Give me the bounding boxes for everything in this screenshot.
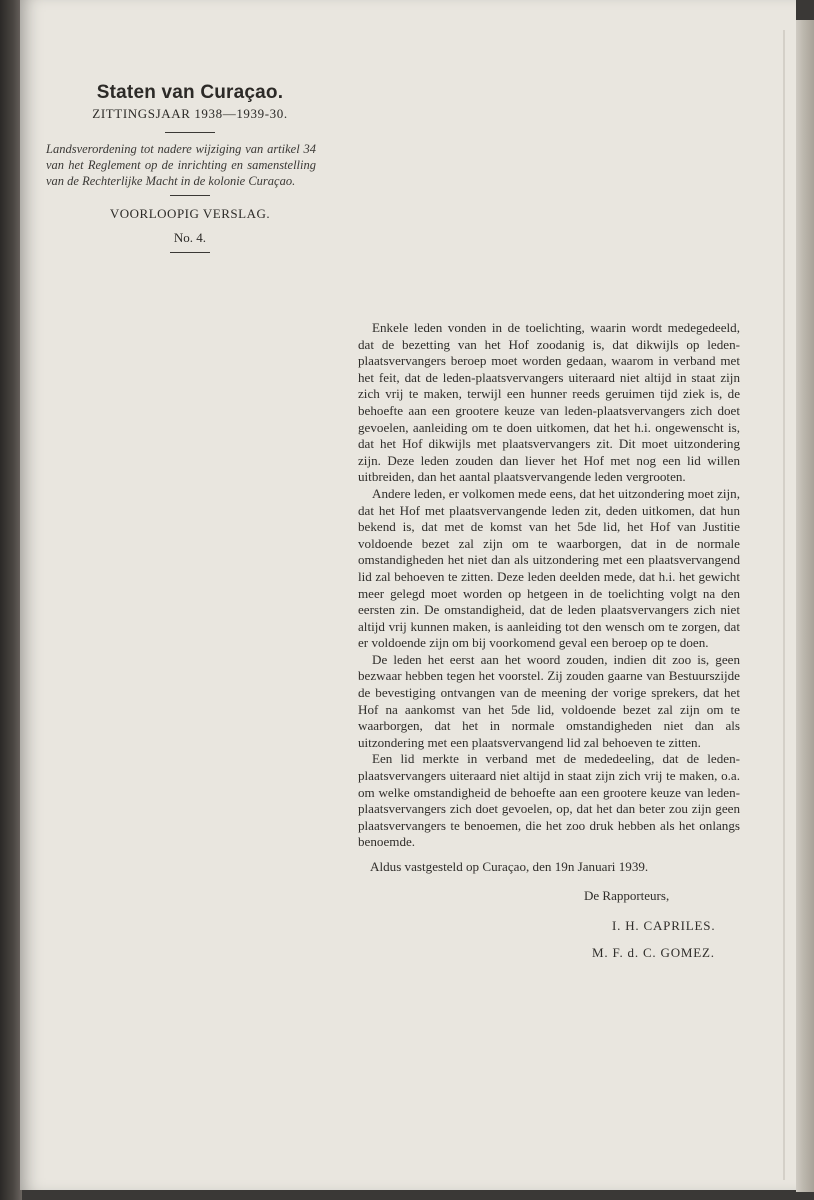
report-type: VOORLOOPIG VERSLAG. xyxy=(109,206,271,221)
number-divider xyxy=(170,252,210,253)
closing-statement: Aldus vastgesteld op Curaçao, den 19n Januari 1939. xyxy=(370,859,649,874)
subject-divider xyxy=(170,195,210,196)
paragraph-4: Een lid merkte in verband met de mededeeling, dat de leden-plaatsvervangers uiteraard niet altijd in staat zijn zich vrij te maken, o.a. om welke omstandigheid de behoefte aan een grootere keuze van leden-plaatsvervangers zich doet gevoelen, op, dat het dan beter zou zijn geen plaatsvervangers te benoemen, die het zoo druk hebben als het onlangs benoemde. xyxy=(358,751,740,850)
signatory-gomez: M. F. d. C. GOMEZ. xyxy=(592,945,715,960)
session-year: ZITTINGSJAAR 1938—1939-30. xyxy=(92,106,288,121)
report-body xyxy=(358,320,740,851)
paragraph-3: De leden het eerst aan het woord zouden, indien dit zoo is, geen bezwaar hebben tegen het voorstel. Zij zouden gaarne van Bestuurszijde de bevestiging ontvangen van de meening der vorige sprekers, dat het Hof na aankomst van het 5de lid, voldoende bezet zal zijn om te waarborgen, dat het in normale omstandigheden niet dan als uitzondering met een plaatsvervangend lid zal behoeven te zitten. xyxy=(358,651,740,750)
page-fold-line xyxy=(783,30,785,1180)
book-binding xyxy=(0,0,22,1200)
paragraph-1: Enkele leden vonden in de toelichting, waarin wordt medegedeeld, dat de bezetting van het Hof zoodanig is, dat dikwijls op leden-plaatsvervangers beroep moet worden gedaan, waarom in verband met het feit, dat de leden-plaatsvervangers uiteraard niet altijd in staat zijn zich vrij te maken, terwijl een hunner reeds geruimen tijd ziek is, de behoefte aan een grootere keuze van leden-plaatsvervangers zich doet gevoelen, aanleiding om te doen uitkomen, dat het h.i. ongewenscht is, dat het Hof dikwijls met plaatsvervangers zit. Dit moet uitzondering zijn. Deze leden zouden dan liever het Hof met nog een lid willen uitbreiden, dan het aantal plaatsvervangende leden vergrooten. xyxy=(358,320,740,485)
signatory-title: De Rapporteurs, xyxy=(584,888,670,903)
signatory-capriles: I. H. CAPRILES. xyxy=(612,918,716,933)
document-header xyxy=(46,82,320,253)
document-title: Staten van Curaçao. xyxy=(96,82,284,103)
document-number: No. 4. xyxy=(173,230,207,245)
paragraph-2: Andere leden, er volkomen mede eens, dat het uitzondering moet zijn, dat het Hof met plaatsvervangende leden zit, deden uitkomen, dat hun bekend is, dat met de komst van het 5de lid, het Hof van Justitie voldoende bezet zal zijn om te waarborgen, dat in de normale omstandigheden het niet dan als uitzondering met een plaatsvervangend lid zal behoeven te zitten. Deze leden deelden mede, dat h.i. het gewicht meer gelegd moet worden op hetgeen in de toelichting volgt na den eersten zin. De omstandigheid, dat de leden plaatsvervangers zich niet altijd vrij kunnen maken, is aanleiding tot den wensch om te zorgen, dat er voldoende zijn om bij voorkomend geval een beroep op te doen. xyxy=(358,485,740,651)
header-divider xyxy=(165,132,215,133)
subject-description: Landsverordening tot nadere wijziging van artikel 34 van het Reglement op de inrichting en samenstelling van de Rechterlijke Macht in de kolonie Curaçao. xyxy=(46,142,316,188)
page-edge xyxy=(796,20,814,1192)
